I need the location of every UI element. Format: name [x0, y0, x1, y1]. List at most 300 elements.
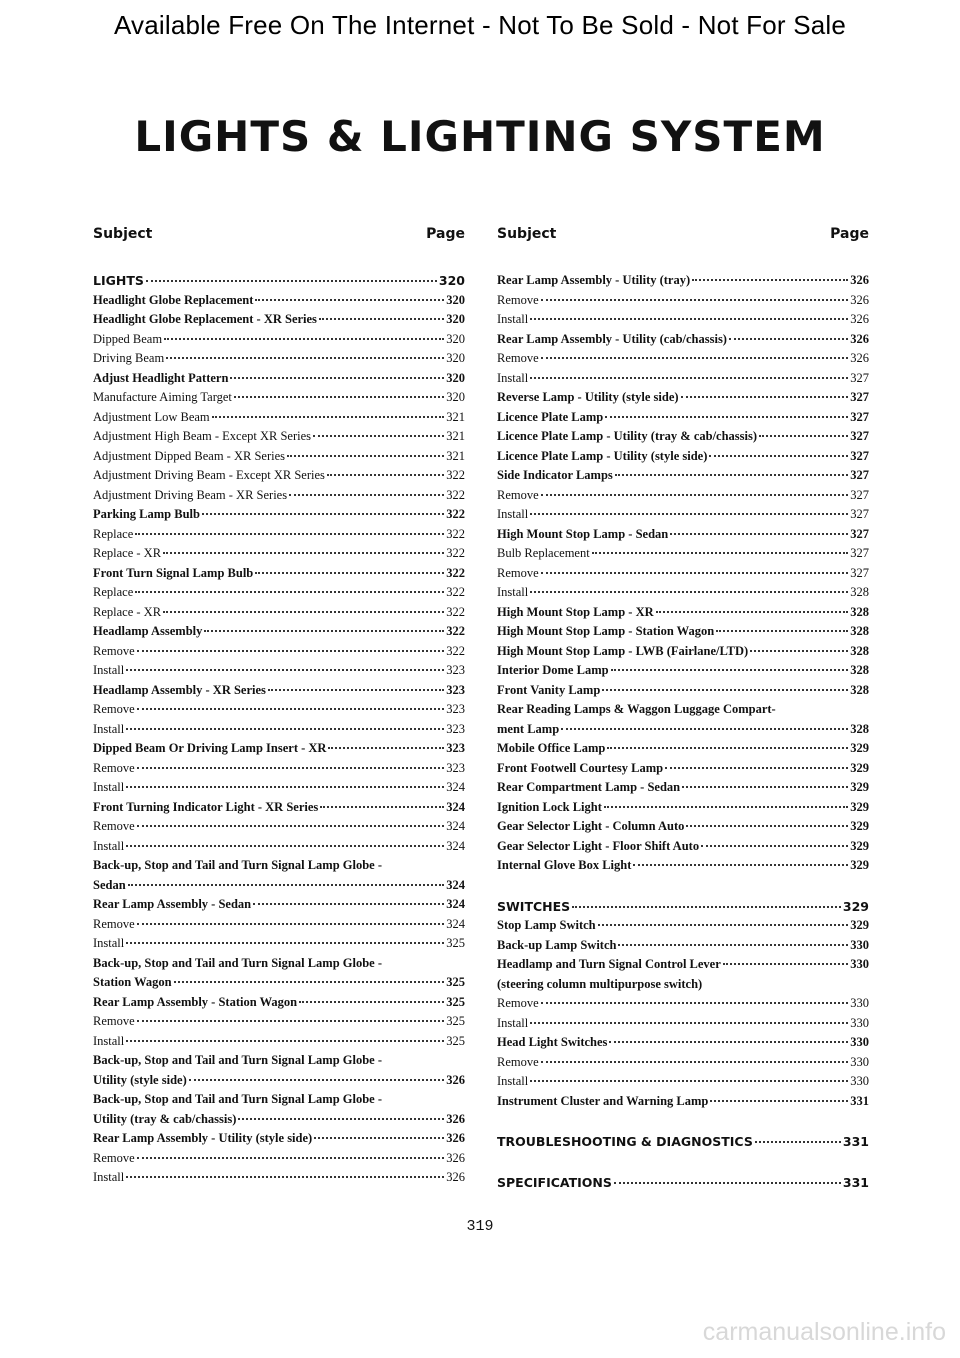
toc-entry[interactable]	[93, 895, 465, 915]
toc-entry-page: 325	[446, 994, 465, 1009]
toc-entry-page: 331	[842, 1174, 869, 1190]
toc-entry[interactable]	[497, 661, 869, 681]
toc-entry[interactable]	[497, 1072, 869, 1092]
toc-entry-page: 329	[850, 780, 869, 794]
toc-entry-label: Remove	[497, 351, 539, 365]
dot-leader	[202, 505, 444, 515]
toc-entry[interactable]	[497, 700, 869, 739]
toc-entry[interactable]	[93, 388, 465, 408]
toc-entry-page: 328	[850, 624, 869, 638]
dot-leader	[541, 486, 849, 496]
toc-entry-page: 322	[446, 507, 465, 521]
toc-entry-page: 326	[850, 351, 869, 365]
toc-entry-label: Headlight Globe Replacement	[93, 292, 254, 307]
toc-entry[interactable]	[93, 369, 465, 389]
dot-leader	[607, 739, 848, 749]
dot-leader	[530, 369, 848, 379]
toc-entry[interactable]	[93, 544, 465, 564]
toc-entry[interactable]	[93, 1149, 465, 1169]
dot-leader	[656, 603, 849, 613]
toc-entry[interactable]	[93, 1090, 465, 1129]
toc-entry-page: 326	[850, 312, 869, 326]
dot-leader	[163, 544, 444, 554]
dot-leader	[137, 759, 445, 769]
dot-leader	[212, 408, 445, 418]
toc-entry-label: Install	[497, 370, 529, 385]
toc-entry-page: 329	[850, 799, 869, 814]
toc-entry[interactable]	[497, 994, 869, 1014]
toc-entry-label: Side Indicator Lamps	[497, 468, 613, 482]
dot-leader	[681, 388, 849, 398]
toc-entry[interactable]	[497, 1092, 869, 1112]
toc-entry-page: 329	[850, 819, 869, 833]
toc-entry-page: 328	[850, 585, 869, 599]
toc-entry-label: Remove	[93, 819, 135, 833]
toc-entry[interactable]	[497, 466, 869, 486]
dot-leader	[592, 544, 849, 554]
dot-leader	[137, 915, 445, 925]
toc-entry-page: 327	[850, 565, 869, 580]
toc-entry-page: 323	[446, 702, 465, 716]
dot-leader	[682, 778, 848, 788]
toc-entry-page: 330	[850, 957, 869, 971]
toc-entry-page: 329	[850, 741, 869, 755]
toc-entry-page: 320	[446, 351, 465, 365]
toc-entry-label: Remove	[93, 702, 135, 716]
toc-entry-page: 327	[850, 370, 869, 385]
toc-entry[interactable]	[93, 856, 465, 895]
toc-entry-label: Front Vanity Lamp	[497, 682, 601, 697]
site-watermark: carmanualsonline.info	[702, 1318, 946, 1346]
toc-entry-label: Back-up Lamp Switch	[497, 937, 617, 952]
toc-entry[interactable]	[93, 993, 465, 1013]
toc-entry-label: Remove	[93, 760, 135, 775]
toc-entry[interactable]	[93, 817, 465, 837]
toc-entry-page: 323	[446, 741, 465, 755]
toc-entry-page: 329	[850, 918, 869, 932]
toc-entry-page: 327	[850, 409, 869, 424]
toc-entry[interactable]	[497, 778, 869, 798]
toc-entry-label-continued: Sedan	[93, 877, 126, 892]
section-gap	[497, 1111, 869, 1132]
toc-entry[interactable]	[497, 349, 869, 369]
toc-entry-page: 324	[446, 916, 465, 931]
toc-entry-page: 329	[842, 898, 869, 914]
section-gap	[497, 876, 869, 897]
toc-entry-label: Install	[93, 780, 125, 794]
toc-left-list	[93, 271, 465, 1188]
dot-leader	[126, 778, 444, 788]
dot-leader	[633, 856, 848, 866]
toc-entry-label: (steering column multipurpose switch)	[497, 976, 703, 991]
dot-leader	[137, 700, 445, 710]
toc-entry[interactable]	[497, 486, 869, 506]
dot-leader	[253, 895, 444, 905]
toc-entry[interactable]	[93, 934, 465, 954]
dot-leader	[126, 1032, 444, 1042]
toc-entry-page: 322	[446, 643, 465, 658]
dot-leader	[289, 486, 444, 496]
toc-entry-page: 328	[850, 604, 869, 619]
toc-entry[interactable]	[497, 936, 869, 956]
toc-entry[interactable]	[497, 447, 869, 467]
dot-leader	[238, 1107, 444, 1120]
toc-entry-label: Adjustment Driving Beam - Except XR Series	[93, 468, 325, 482]
toc-entry-label: Install	[93, 838, 125, 853]
toc-entry-label: Install	[93, 936, 125, 950]
dot-leader	[313, 427, 444, 437]
toc-entry-label: Manufacture Aiming Target	[93, 390, 232, 404]
toc-entry[interactable]	[497, 291, 869, 311]
toc-entry[interactable]	[93, 1051, 465, 1090]
toc-entry-label: Rear Lamp Assembly - Utility (style side)	[93, 1131, 313, 1145]
dot-leader	[614, 1173, 841, 1184]
toc-entry[interactable]	[497, 916, 869, 936]
dot-leader	[615, 466, 848, 476]
toc-entry[interactable]	[497, 310, 869, 330]
dot-leader	[320, 798, 444, 808]
toc-entry[interactable]	[93, 1129, 465, 1149]
toc-entry-label: High Mount Stop Lamp - XR	[497, 604, 654, 619]
toc-entry[interactable]	[497, 817, 869, 837]
toc-entry[interactable]	[497, 1014, 869, 1034]
toc-entry[interactable]	[93, 759, 465, 779]
toc-entry[interactable]	[93, 603, 465, 623]
toc-entry-page: 327	[850, 468, 869, 482]
toc-entry-label: Adjustment Driving Beam - XR Series	[93, 487, 288, 502]
toc-entry-page: 320	[446, 370, 465, 385]
dot-leader	[287, 447, 444, 457]
subject-heading: Subject	[497, 226, 557, 242]
toc-entry-label: Licence Plate Lamp	[497, 409, 604, 424]
toc-entry[interactable]	[93, 427, 465, 447]
toc-entry-label: Parking Lamp Bulb	[93, 507, 200, 521]
toc-entry-label-continued: Utility (style side)	[93, 1072, 187, 1087]
toc-entry[interactable]	[93, 505, 465, 525]
toc-entry-label: Remove	[497, 292, 539, 307]
dot-leader	[710, 1092, 848, 1102]
toc-entry-label: Install	[497, 312, 529, 326]
toc-entry-label: SPECIFICATIONS	[497, 1174, 612, 1190]
toc-entry-page: 322	[446, 487, 465, 502]
toc-entry[interactable]	[497, 759, 869, 779]
dot-leader	[137, 1012, 445, 1022]
toc-entry[interactable]	[497, 856, 869, 876]
toc-entry-page: 322	[446, 565, 465, 580]
toc-entry-label: Gear Selector Light - Floor Shift Auto	[497, 838, 700, 853]
toc-entry-page: 321	[446, 448, 465, 463]
toc-entry[interactable]	[497, 408, 869, 428]
toc-entry-page: 327	[850, 487, 869, 502]
dot-leader	[204, 622, 444, 632]
toc-entry[interactable]	[497, 564, 869, 584]
toc-entry[interactable]	[93, 837, 465, 857]
dot-leader	[602, 681, 848, 691]
toc-entry[interactable]	[93, 1168, 465, 1188]
dot-leader	[530, 310, 848, 320]
toc-entry-label: Replace - XR	[93, 546, 162, 560]
dot-leader	[328, 739, 444, 749]
dot-leader	[126, 934, 444, 944]
toc-entry-page: 320	[446, 292, 465, 307]
toc-entry-page: 325	[446, 975, 465, 989]
toc-entry[interactable]	[93, 622, 465, 642]
toc-entry-label: Rear Lamp Assembly - Sedan	[93, 897, 252, 911]
toc-entry[interactable]	[497, 369, 869, 389]
toc-entry-label-continued: ment Lamp	[497, 721, 560, 736]
subject-heading: Subject	[93, 226, 153, 242]
dot-leader	[255, 564, 444, 574]
toc-entry-label: Install	[93, 1033, 125, 1048]
toc-entry-page: 329	[850, 760, 869, 775]
toc-entry-label: Stop Lamp Switch	[497, 918, 596, 932]
toc-entry-label: Reverse Lamp - Utility (style side)	[497, 390, 679, 404]
toc-right-column	[497, 226, 869, 1192]
toc-entry-label: Interior Dome Lamp	[497, 663, 609, 677]
dot-leader	[598, 916, 849, 926]
toc-entry-label: Remove	[497, 487, 539, 502]
toc-entry[interactable]	[93, 408, 465, 428]
dot-leader	[665, 759, 848, 769]
toc-entry[interactable]	[93, 447, 465, 467]
column-header	[93, 226, 465, 248]
dot-leader	[561, 717, 848, 730]
toc-entry-page: 320	[438, 273, 465, 288]
dot-leader	[299, 993, 444, 1003]
toc-entry[interactable]	[497, 330, 869, 350]
dot-leader	[164, 330, 444, 340]
toc-entry-label: Headlamp Assembly - XR Series	[93, 682, 266, 697]
dot-leader	[268, 681, 444, 691]
page-heading: Page	[830, 226, 869, 242]
toc-entry-page: 325	[446, 936, 465, 950]
toc-entry-page: 326	[850, 273, 869, 287]
toc-entry[interactable]	[497, 798, 869, 818]
toc-entry-label: Adjustment Low Beam	[93, 409, 210, 424]
toc-entry[interactable]	[93, 291, 465, 311]
toc-entry[interactable]	[93, 720, 465, 740]
toc-entry-page: 324	[446, 897, 465, 911]
toc-entry-label: Rear Lamp Assembly - Utility (tray)	[497, 273, 691, 287]
toc-entry[interactable]	[497, 1132, 869, 1152]
dot-leader	[541, 1053, 849, 1063]
toc-entry-label: Remove	[93, 1150, 135, 1165]
toc-entry-page: 325	[446, 1033, 465, 1048]
toc-entry[interactable]	[93, 681, 465, 701]
toc-entry-page: 328	[850, 663, 869, 677]
toc-entry-page: 322	[446, 468, 465, 482]
toc-entry-label: Install	[497, 1015, 529, 1030]
dot-leader	[137, 1149, 445, 1159]
toc-entry[interactable]	[93, 349, 465, 369]
toc-entry-label: High Mount Stop Lamp - Sedan	[497, 526, 669, 541]
toc-entry-label: Rear Lamp Assembly - Utility (cab/chassis)	[497, 331, 727, 346]
toc-entry-label: Replace	[93, 585, 134, 599]
toc-entry-label: Ignition Lock Light	[497, 799, 602, 814]
toc-entry-page: 326	[446, 1131, 465, 1145]
toc-entry[interactable]	[93, 642, 465, 662]
dot-leader	[530, 1072, 848, 1082]
dot-leader	[189, 1068, 445, 1081]
toc-entry[interactable]	[497, 975, 869, 995]
column-header	[497, 226, 869, 248]
toc-entry[interactable]	[497, 622, 869, 642]
toc-entry-label: Remove	[497, 996, 539, 1010]
dot-leader	[146, 271, 437, 282]
toc-entry[interactable]	[93, 778, 465, 798]
toc-entry-label: Adjustment Dipped Beam - XR Series	[93, 448, 285, 463]
toc-entry-label: Licence Plate Lamp - Utility (style side)	[497, 448, 708, 463]
toc-entry[interactable]	[93, 564, 465, 584]
toc-entry-label: Remove	[93, 916, 135, 931]
toc-entry-label: LIGHTS	[93, 273, 144, 288]
dot-leader	[670, 525, 848, 535]
toc-entry-page: 330	[850, 1054, 869, 1069]
toc-entry-page: 327	[850, 429, 869, 443]
toc-entry[interactable]	[497, 427, 869, 447]
toc-entry-label: Head Light Switches	[497, 1035, 608, 1049]
dot-leader	[604, 798, 848, 808]
toc-entry[interactable]	[497, 1173, 869, 1193]
toc-entry-label: Back-up, Stop and Tail and Turn Signal Lamp Globe -	[93, 955, 383, 970]
dot-leader	[750, 642, 848, 652]
dot-leader	[530, 583, 848, 593]
dot-leader	[709, 447, 848, 457]
dot-leader	[126, 661, 444, 671]
toc-entry[interactable]	[497, 525, 869, 545]
toc-entry[interactable]	[497, 681, 869, 701]
toc-entry-label: Install	[93, 1170, 125, 1184]
toc-entry-label: Rear Lamp Assembly - Station Wagon	[93, 994, 298, 1009]
toc-entry-label: Remove	[497, 1054, 539, 1069]
dot-leader	[755, 1132, 841, 1143]
dot-leader	[128, 873, 445, 886]
toc-entry-label: Gear Selector Light - Column Auto	[497, 819, 685, 833]
toc-entry-label-continued: Station Wagon	[93, 975, 172, 989]
toc-entry[interactable]	[497, 642, 869, 662]
toc-entry[interactable]	[93, 798, 465, 818]
toc-entry[interactable]	[93, 1032, 465, 1052]
toc-entry-label: Rear Compartment Lamp - Sedan	[497, 780, 681, 794]
dot-leader	[319, 310, 444, 320]
toc-entry[interactable]	[93, 330, 465, 350]
dot-leader	[541, 349, 849, 359]
toc-entry-page: 320	[446, 312, 465, 326]
toc-entry-page: 326	[850, 331, 869, 346]
toc-entry[interactable]	[93, 525, 465, 545]
toc-entry-label: Front Turning Indicator Light - XR Series	[93, 799, 319, 814]
toc-entry[interactable]	[93, 1012, 465, 1032]
toc-entry-page: 320	[446, 390, 465, 404]
toc-entry-page: 331	[842, 1134, 869, 1149]
dot-leader	[618, 936, 848, 946]
dot-leader	[135, 583, 444, 593]
toc-entry-page: 328	[850, 721, 869, 736]
page-heading: Page	[426, 226, 465, 242]
toc-entry-page: 322	[446, 526, 465, 541]
toc-entry-page: 326	[850, 292, 869, 307]
toc-entry[interactable]	[497, 271, 869, 291]
toc-entry-page: 326	[446, 1170, 465, 1184]
dot-leader	[137, 817, 445, 827]
toc-entry-label: Headlamp Assembly	[93, 624, 203, 638]
toc-entry-page: 328	[850, 643, 869, 658]
dot-leader	[541, 291, 849, 301]
toc-entry-page: 322	[446, 585, 465, 599]
dot-leader	[174, 970, 445, 983]
toc-entry-label: Back-up, Stop and Tail and Turn Signal Lamp Globe -	[93, 1053, 383, 1067]
toc-entry-page: 329	[850, 838, 869, 853]
dot-leader	[126, 1168, 444, 1178]
dot-leader	[723, 955, 848, 965]
section-gap	[497, 1152, 869, 1173]
toc-entry-label: Remove	[93, 643, 135, 658]
toc-entry-label: Internal Glove Box Light	[497, 858, 632, 872]
dot-leader	[541, 564, 849, 574]
toc-entry[interactable]	[93, 466, 465, 486]
toc-entry-page: 330	[850, 1015, 869, 1030]
toc-entry-page: 324	[446, 819, 465, 833]
toc-entry-label: Instrument Cluster and Warning Lamp	[497, 1093, 709, 1108]
toc-entry[interactable]	[497, 739, 869, 759]
toc-entry-page: 324	[446, 838, 465, 853]
toc-entry[interactable]	[93, 915, 465, 935]
toc-entry[interactable]	[93, 310, 465, 330]
toc-entry[interactable]	[93, 486, 465, 506]
toc-entry[interactable]	[497, 1033, 869, 1053]
dot-leader	[686, 817, 848, 827]
toc-entry-page: 322	[446, 604, 465, 619]
toc-entry-page: 324	[446, 799, 465, 814]
toc-entry-label: Adjust Headlight Pattern	[93, 370, 229, 385]
toc-entry-page: 328	[850, 682, 869, 697]
dot-leader	[126, 720, 444, 730]
toc-entry-label: SWITCHES	[497, 898, 571, 914]
toc-entry-page: 326	[446, 1150, 465, 1165]
toc-entry-label: Install	[497, 1074, 529, 1088]
toc-entry-label: Bulb Replacement	[497, 546, 590, 560]
toc-entry[interactable]	[497, 505, 869, 525]
toc-entry-label: Install	[93, 663, 125, 677]
toc-entry[interactable]	[497, 544, 869, 564]
toc-entry[interactable]	[497, 583, 869, 603]
toc-entry[interactable]	[93, 271, 465, 291]
toc-entry[interactable]	[93, 661, 465, 681]
toc-entry[interactable]	[93, 954, 465, 993]
toc-entry-page: 323	[446, 721, 465, 736]
toc-entry[interactable]	[497, 837, 869, 857]
toc-entry[interactable]	[497, 388, 869, 408]
toc-entry[interactable]	[93, 583, 465, 603]
toc-entry-page: 329	[850, 858, 869, 872]
toc-entry-page: 323	[446, 663, 465, 677]
toc-entry-page: 326	[446, 1072, 465, 1087]
toc-entry-label-continued: Utility (tray & cab/chassis)	[93, 1111, 237, 1126]
toc-entry-page: 327	[850, 526, 869, 541]
toc-entry-label: Replace - XR	[93, 604, 162, 619]
toc-entry[interactable]	[497, 1053, 869, 1073]
toc-entry[interactable]	[497, 897, 869, 917]
toc-entry[interactable]	[93, 700, 465, 720]
toc-entry-page: 323	[446, 760, 465, 775]
toc-entry[interactable]	[93, 739, 465, 759]
dot-leader	[255, 291, 444, 301]
toc-entry-label: Remove	[497, 565, 539, 580]
toc-entry[interactable]	[497, 955, 869, 975]
toc-entry-label: Dipped Beam	[93, 331, 163, 346]
toc-entry[interactable]	[497, 603, 869, 623]
toc-entry-label: Licence Plate Lamp - Utility (tray & cab/chassis)	[497, 429, 758, 443]
